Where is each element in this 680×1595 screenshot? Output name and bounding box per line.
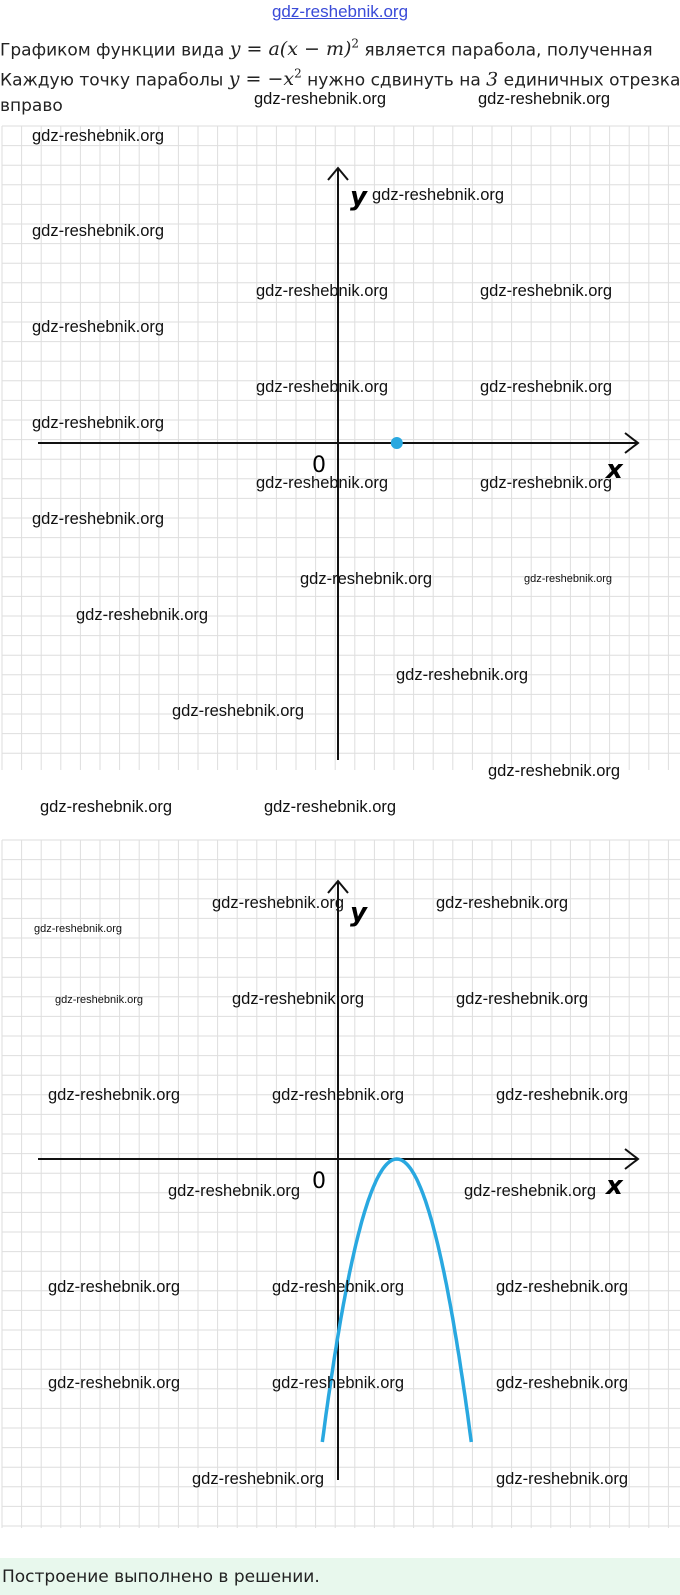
watermark: gdz-reshebnik.org xyxy=(496,1086,629,1104)
watermark: gdz-reshebnik.org xyxy=(272,1086,405,1104)
origin-label-2: 0 xyxy=(312,1169,326,1194)
footer-banner xyxy=(0,1558,680,1595)
watermark: gdz-reshebnik.org xyxy=(372,186,505,204)
watermark: gdz-reshebnik.org xyxy=(456,990,589,1008)
watermark: gdz-reshebnik.org xyxy=(256,474,389,492)
watermark: gdz-reshebnik.org xyxy=(436,894,569,912)
watermark: gdz-reshebnik.org xyxy=(264,798,397,816)
watermark: gdz-reshebnik.org xyxy=(32,127,165,145)
watermark: gdz-reshebnik.org xyxy=(464,1182,597,1200)
formula-general: $y = a(x - m)^2$ xyxy=(229,37,360,61)
x-axis-label-1: x xyxy=(606,455,623,485)
watermark: gdz-reshebnik.org xyxy=(32,222,165,240)
watermark: gdz-reshebnik.org xyxy=(496,1470,629,1488)
shift-number: 3 xyxy=(486,68,499,91)
watermark: gdz-reshebnik.org xyxy=(524,573,613,585)
watermark: gdz-reshebnik.org xyxy=(172,702,305,720)
watermark: gdz-reshebnik.org xyxy=(300,570,433,588)
watermark: gdz-reshebnik.org xyxy=(212,894,345,912)
watermark: gdz-reshebnik.org xyxy=(488,762,621,780)
y-axis-label-1: y xyxy=(350,182,367,212)
watermark: gdz-reshebnik.org xyxy=(32,510,165,528)
watermark: gdz-reshebnik.org xyxy=(480,378,613,396)
watermark: gdz-reshebnik.org xyxy=(396,666,529,684)
watermark: gdz-reshebnik.org xyxy=(256,378,389,396)
watermark: gdz-reshebnik.org xyxy=(232,990,365,1008)
watermark: gdz-reshebnik.org xyxy=(496,1374,629,1392)
watermark: gdz-reshebnik.org xyxy=(272,1374,405,1392)
watermark: gdz-reshebnik.org xyxy=(480,474,613,492)
watermark: gdz-reshebnik.org xyxy=(256,282,389,300)
watermark: gdz-reshebnik.org xyxy=(254,90,387,108)
watermark: gdz-reshebnik.org xyxy=(32,318,165,336)
y-axis-1 xyxy=(328,168,348,760)
intro-line-1-post: является парабола, полученная xyxy=(359,40,653,61)
vertex-point xyxy=(391,437,403,449)
watermark: gdz-reshebnik.org xyxy=(34,923,123,935)
watermark: gdz-reshebnik.org xyxy=(48,1086,181,1104)
watermark: gdz-reshebnik.org xyxy=(478,90,611,108)
x-axis-label-2: x xyxy=(606,1171,623,1201)
watermark: gdz-reshebnik.org xyxy=(40,798,173,816)
y-axis-label-2: y xyxy=(350,898,367,928)
footer-text: Построение выполнено в решении. xyxy=(2,1567,320,1587)
watermark: gdz-reshebnik.org xyxy=(192,1470,325,1488)
origin-label-1: 0 xyxy=(312,453,326,478)
watermark: gdz-reshebnik.org xyxy=(76,606,209,624)
formula-base: $y = -x^2$ xyxy=(228,67,302,91)
parabola-curve xyxy=(322,1159,471,1442)
watermark: gdz-reshebnik.org xyxy=(496,1278,629,1296)
intro-line-3: вправо xyxy=(0,96,63,116)
watermark: gdz-reshebnik.org xyxy=(48,1374,181,1392)
watermark: gdz-reshebnik.org xyxy=(272,1278,405,1296)
site-link[interactable]: gdz-reshebnik.org xyxy=(271,2,409,21)
watermark: gdz-reshebnik.org xyxy=(480,282,613,300)
intro-line-2-pre: Каждую точку параболы xyxy=(0,70,229,91)
watermark: gdz-reshebnik.org xyxy=(32,414,165,432)
intro-line-2-mid: нужно сдвинуть на xyxy=(301,70,487,91)
watermark: gdz-reshebnik.org xyxy=(55,994,144,1006)
watermark: gdz-reshebnik.org xyxy=(168,1182,301,1200)
watermark: gdz-reshebnik.org xyxy=(48,1278,181,1296)
intro-line-2-post: единичных отрезка xyxy=(498,70,680,91)
intro-line-1-pre: Графиком функции вида xyxy=(0,40,230,61)
